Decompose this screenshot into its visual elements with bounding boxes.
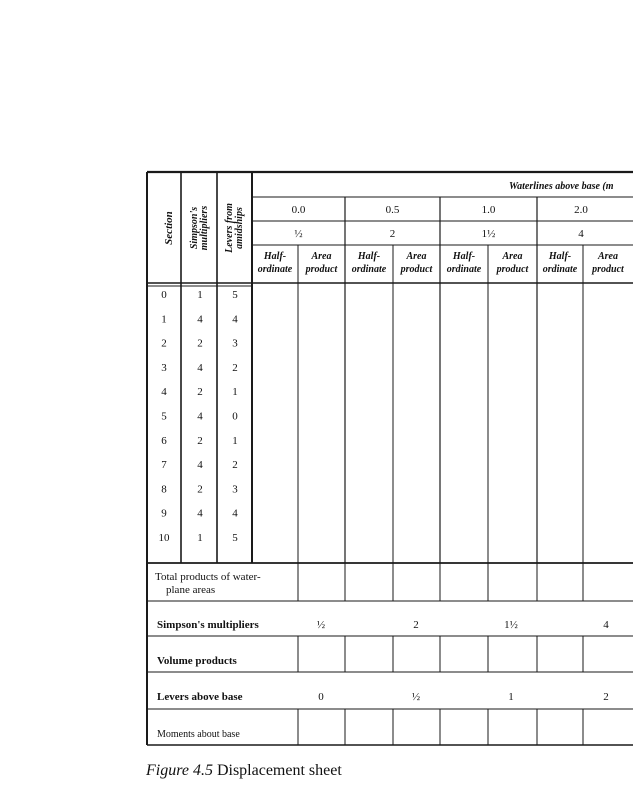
area-product-heading: Area — [406, 251, 427, 262]
waterline-value: 0.5 — [385, 204, 400, 216]
area-product-heading: product — [305, 264, 338, 275]
area-product-heading: product — [496, 264, 529, 275]
row-lever: 4 — [232, 507, 238, 520]
waterline-multiplier: 4 — [578, 228, 584, 240]
figure-label: Figure 4.5 — [146, 762, 213, 779]
row-multiplier: 2 — [197, 386, 203, 399]
half-ordinate-heading: ordinate — [351, 264, 387, 275]
row-lever: 4 — [232, 313, 238, 326]
area-product-heading: Area — [311, 251, 332, 262]
waterline-multiplier: ½ — [294, 228, 303, 240]
section-number: 1 — [161, 313, 167, 326]
volume-products-label: Volume products — [157, 655, 237, 667]
waterline-value: 1.0 — [481, 204, 496, 216]
section-number: 2 — [161, 337, 167, 350]
row-lever: 2 — [232, 361, 238, 374]
section-number: 0 — [161, 289, 167, 301]
simpsons-multiplier-value: 4 — [603, 619, 609, 631]
half-ordinate-heading: Half- — [263, 251, 287, 262]
lever-above-base-value: 0 — [318, 691, 324, 703]
levers-heading-1: Levers from — [224, 203, 235, 253]
lever-above-base-value: 1 — [508, 691, 514, 703]
area-product-heading: product — [592, 264, 624, 275]
half-ordinate-heading: ordinate — [542, 264, 578, 275]
half-ordinate-heading: Half- — [357, 251, 381, 262]
waterline-value: 0.0 — [291, 204, 306, 216]
row-multiplier: 2 — [197, 483, 203, 496]
total-products-label: plane areas — [166, 584, 216, 596]
row-multiplier: 2 — [197, 434, 203, 447]
simpsons-multiplier-value: 2 — [413, 619, 419, 631]
simpsons-multiplier-value: ½ — [316, 619, 326, 631]
figure-caption — [146, 762, 342, 780]
row-lever: 1 — [232, 434, 238, 447]
section-number: 7 — [161, 459, 167, 472]
moments-about-base-label: Moments about base — [157, 729, 240, 740]
levers-heading-2: amidships — [234, 207, 245, 249]
total-products-label: Total products of water- — [155, 571, 261, 583]
row-lever: 3 — [232, 337, 238, 350]
section-number: 4 — [161, 386, 167, 399]
levers-above-base-label: Levers above base — [157, 691, 243, 703]
lever-above-base-value: 2 — [603, 691, 609, 703]
lever-above-base-value: ½ — [411, 691, 421, 703]
row-multiplier: 2 — [197, 337, 203, 350]
row-multiplier: 4 — [197, 507, 203, 520]
simpsons-multiplier-value: 1½ — [504, 619, 518, 631]
row-multiplier: 4 — [197, 459, 203, 472]
simpsons-heading-1: Simpson's — [189, 206, 200, 250]
row-multiplier: 4 — [197, 361, 203, 374]
figure-title: Displacement sheet — [216, 762, 342, 779]
half-ordinate-heading: ordinate — [446, 264, 482, 275]
row-lever: 5 — [232, 289, 238, 301]
row-multiplier: 1 — [197, 289, 203, 301]
section-number: 8 — [161, 483, 167, 496]
table-labels — [155, 181, 625, 740]
area-product-heading: Area — [598, 251, 618, 262]
section-number: 3 — [161, 361, 167, 374]
section-number: 10 — [158, 532, 170, 544]
section-number: 5 — [161, 410, 167, 423]
row-lever: 0 — [232, 410, 238, 423]
section-heading: Section — [163, 211, 175, 245]
half-ordinate-heading: Half- — [548, 251, 572, 262]
area-product-heading: product — [400, 264, 433, 275]
row-lever: 5 — [232, 532, 238, 544]
row-multiplier: 4 — [197, 410, 203, 423]
row-multiplier: 1 — [197, 532, 203, 544]
half-ordinate-heading: ordinate — [257, 264, 293, 275]
row-lever: 2 — [232, 459, 238, 472]
section-number: 6 — [161, 434, 167, 447]
row-multiplier: 4 — [197, 313, 203, 326]
simpsons-heading-2: multipliers — [199, 205, 210, 251]
section-number: 9 — [161, 507, 167, 520]
waterline-multiplier: 2 — [389, 228, 396, 240]
waterline-multiplier: 1½ — [481, 228, 496, 240]
simpsons-multipliers-label: Simpson's multipliers — [157, 619, 259, 631]
half-ordinate-heading: Half- — [452, 251, 476, 262]
waterline-value: 2.0 — [574, 204, 588, 216]
area-product-heading: Area — [502, 251, 523, 262]
row-lever: 3 — [232, 483, 238, 496]
waterlines-heading: Waterlines above base (m — [509, 181, 614, 192]
row-lever: 1 — [232, 386, 238, 399]
